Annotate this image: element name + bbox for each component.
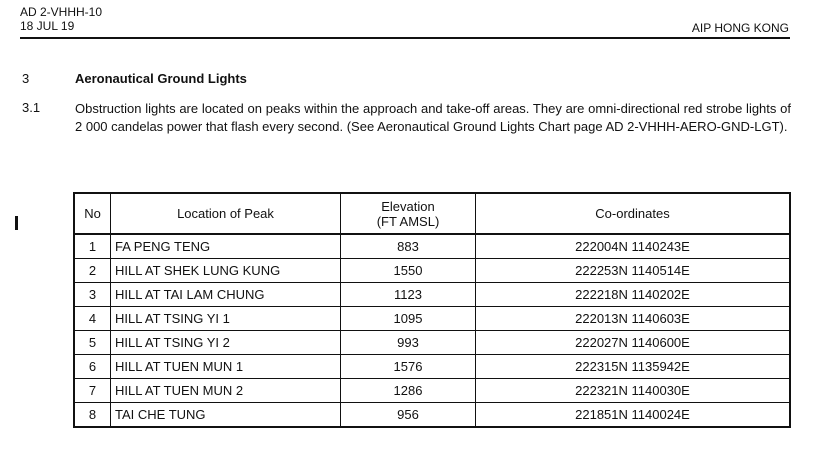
header-no: No [74,193,111,234]
section-title: Aeronautical Ground Lights [75,71,247,86]
table-header-row [74,193,790,234]
cell-location: HILL AT TUEN MUN 2 [111,379,341,403]
table-row [74,307,790,331]
cell-no: 3 [74,283,111,307]
cell-elevation: 993 [341,331,476,355]
cell-coordinates: 222013N 1140603E [476,307,791,331]
amendment-change-bar [15,216,18,230]
cell-no: 1 [74,234,111,259]
table-row [74,234,790,259]
cell-no: 6 [74,355,111,379]
cell-location: HILL AT SHEK LUNG KUNG [111,259,341,283]
table-row [74,355,790,379]
document-reference: AD 2-VHHH-10 [20,5,103,19]
cell-location: HILL AT TSING YI 1 [111,307,341,331]
document-date: 18 JUL 19 [20,19,75,33]
cell-no: 8 [74,403,111,428]
cell-location: TAI CHE TUNG [111,403,341,428]
header-rule [20,37,790,39]
cell-no: 4 [74,307,111,331]
cell-location: HILL AT TAI LAM CHUNG [111,283,341,307]
paragraph-number: 3.1 [22,100,41,115]
cell-elevation: 956 [341,403,476,428]
section-number: 3 [22,71,30,86]
cell-coordinates: 222218N 1140202E [476,283,791,307]
cell-no: 2 [74,259,111,283]
cell-elevation: 1576 [341,355,476,379]
cell-no: 5 [74,331,111,355]
header-location: Location of Peak [111,193,341,234]
cell-elevation: 1550 [341,259,476,283]
cell-no: 7 [74,379,111,403]
paragraph-text: Obstruction lights are located on peaks within the approach and take-off areas. They are omni-directional red strobe lights of 2 000 candelas power that flash every second. (See Aeronautical Ground Lights Chart page AD 2-VHHH-AERO-GND-LGT). [75,101,791,134]
obstruction-peaks-table [73,192,791,428]
cell-coordinates: 222315N 1135942E [476,355,791,379]
header-coordinates: Co-ordinates [476,193,791,234]
table-row [74,283,790,307]
cell-coordinates: 222004N 1140243E [476,234,791,259]
table-row [74,259,790,283]
cell-elevation: 1095 [341,307,476,331]
cell-elevation: 883 [341,234,476,259]
cell-coordinates: 221851N 1140024E [476,403,791,428]
cell-location: FA PENG TENG [111,234,341,259]
publication-name: AIP HONG KONG [691,21,789,35]
cell-location: HILL AT TSING YI 2 [111,331,341,355]
cell-elevation: 1123 [341,283,476,307]
header-elevation [341,193,476,234]
table-row [74,379,790,403]
cell-elevation: 1286 [341,379,476,403]
cell-coordinates: 222027N 1140600E [476,331,791,355]
cell-location: HILL AT TUEN MUN 1 [111,355,341,379]
table-row [74,403,790,428]
cell-coordinates: 222321N 1140030E [476,379,791,403]
header-elevation-line1: Elevation [381,198,435,214]
table-row [74,331,790,355]
cell-coordinates: 222253N 1140514E [476,259,791,283]
header-elevation-line2: (FT AMSL) [376,213,440,229]
page-header-left [20,5,102,33]
